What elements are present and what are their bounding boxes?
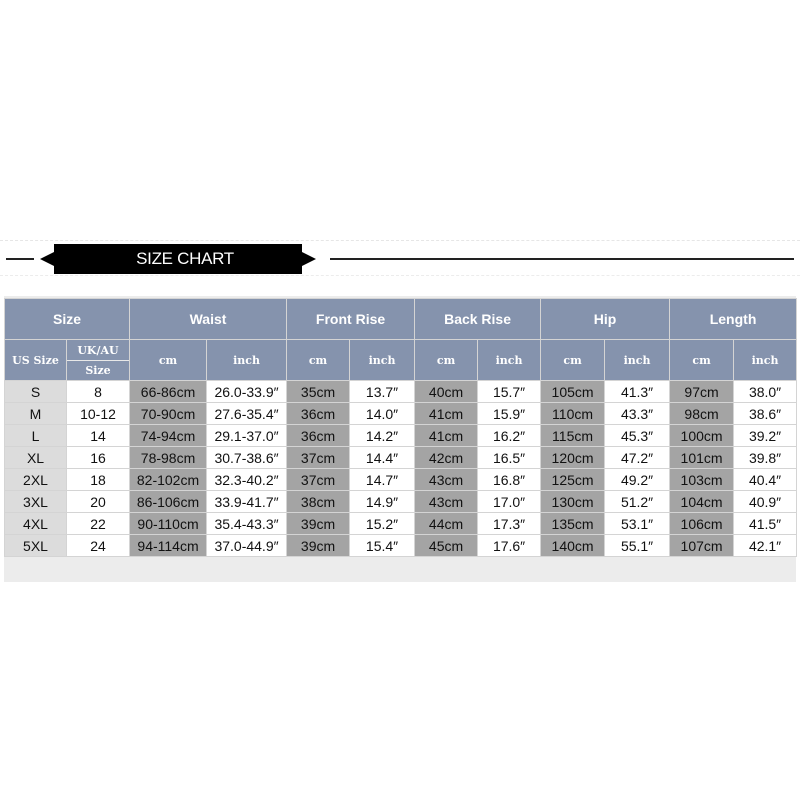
cell-front-rise-cm: 36cm <box>287 403 350 425</box>
cell-waist-inch: 27.6-35.4″ <box>207 403 287 425</box>
cell-hip-cm: 125cm <box>541 469 605 491</box>
cell-us-size: XL <box>5 447 67 469</box>
cell-back-rise-cm: 44cm <box>415 513 478 535</box>
cell-waist-cm: 78-98cm <box>130 447 207 469</box>
header-back-rise-cm: cm <box>415 340 478 381</box>
cell-hip-inch: 45.3″ <box>605 425 670 447</box>
cell-front-rise-cm: 36cm <box>287 425 350 447</box>
cell-length-cm: 107cm <box>670 535 734 557</box>
cell-us-size: M <box>5 403 67 425</box>
cell-length-cm: 103cm <box>670 469 734 491</box>
cell-back-rise-inch: 17.6″ <box>478 535 541 557</box>
cell-length-cm: 97cm <box>670 381 734 403</box>
cell-front-rise-cm: 38cm <box>287 491 350 513</box>
cell-waist-inch: 26.0-33.9″ <box>207 381 287 403</box>
header-size: Size <box>5 299 130 340</box>
cell-length-cm: 100cm <box>670 425 734 447</box>
cell-front-rise-cm: 39cm <box>287 513 350 535</box>
cell-length-inch: 39.2″ <box>734 425 797 447</box>
cell-uk-size: 24 <box>67 535 130 557</box>
cell-hip-cm: 130cm <box>541 491 605 513</box>
header-us-size: US Size <box>5 340 67 381</box>
header-back-rise-inch: inch <box>478 340 541 381</box>
cell-length-inch: 38.0″ <box>734 381 797 403</box>
header-hip: Hip <box>541 299 670 340</box>
cell-length-cm: 101cm <box>670 447 734 469</box>
cell-length-inch: 39.8″ <box>734 447 797 469</box>
table-row <box>5 535 797 557</box>
cell-back-rise-cm: 43cm <box>415 469 478 491</box>
header-front-rise-inch: inch <box>350 340 415 381</box>
cell-length-cm: 106cm <box>670 513 734 535</box>
cell-front-rise-inch: 14.0″ <box>350 403 415 425</box>
cell-waist-cm: 82-102cm <box>130 469 207 491</box>
table-row <box>5 447 797 469</box>
table-row <box>5 469 797 491</box>
cell-us-size: L <box>5 425 67 447</box>
cell-hip-cm: 135cm <box>541 513 605 535</box>
cell-length-cm: 104cm <box>670 491 734 513</box>
cell-hip-cm: 110cm <box>541 403 605 425</box>
cell-front-rise-inch: 13.7″ <box>350 381 415 403</box>
cell-waist-inch: 33.9-41.7″ <box>207 491 287 513</box>
cell-uk-size: 22 <box>67 513 130 535</box>
cell-waist-cm: 94-114cm <box>130 535 207 557</box>
cell-front-rise-cm: 35cm <box>287 381 350 403</box>
cell-back-rise-inch: 16.8″ <box>478 469 541 491</box>
cell-back-rise-inch: 16.2″ <box>478 425 541 447</box>
header-waist: Waist <box>130 299 287 340</box>
right-rule <box>330 258 794 260</box>
cell-uk-size: 14 <box>67 425 130 447</box>
table-row <box>5 425 797 447</box>
cell-length-inch: 42.1″ <box>734 535 797 557</box>
cell-waist-inch: 30.7-38.6″ <box>207 447 287 469</box>
size-chart-banner <box>40 244 330 274</box>
cell-length-inch: 41.5″ <box>734 513 797 535</box>
cell-length-inch: 40.4″ <box>734 469 797 491</box>
header-length-inch: inch <box>734 340 797 381</box>
banner-title: SIZE CHART <box>136 249 234 268</box>
cell-uk-size: 16 <box>67 447 130 469</box>
cell-front-rise-inch: 15.2″ <box>350 513 415 535</box>
cell-back-rise-cm: 45cm <box>415 535 478 557</box>
header-length-cm: cm <box>670 340 734 381</box>
cell-hip-inch: 55.1″ <box>605 535 670 557</box>
cell-uk-size: 10-12 <box>67 403 130 425</box>
cell-hip-cm: 120cm <box>541 447 605 469</box>
cell-back-rise-cm: 43cm <box>415 491 478 513</box>
cell-us-size: 3XL <box>5 491 67 513</box>
cell-hip-cm: 115cm <box>541 425 605 447</box>
table-row <box>5 381 797 403</box>
cell-uk-size: 8 <box>67 381 130 403</box>
uk-size-label: Size <box>67 360 129 380</box>
cell-waist-inch: 29.1-37.0″ <box>207 425 287 447</box>
cell-us-size: S <box>5 381 67 403</box>
header-hip-cm: cm <box>541 340 605 381</box>
table-row <box>5 403 797 425</box>
cell-waist-cm: 86-106cm <box>130 491 207 513</box>
cell-back-rise-inch: 15.9″ <box>478 403 541 425</box>
cell-hip-inch: 49.2″ <box>605 469 670 491</box>
cell-front-rise-inch: 14.7″ <box>350 469 415 491</box>
cell-waist-cm: 74-94cm <box>130 425 207 447</box>
cell-waist-inch: 35.4-43.3″ <box>207 513 287 535</box>
cell-us-size: 4XL <box>5 513 67 535</box>
cell-front-rise-inch: 14.4″ <box>350 447 415 469</box>
cell-hip-inch: 41.3″ <box>605 381 670 403</box>
header-length: Length <box>670 299 797 340</box>
cell-length-cm: 98cm <box>670 403 734 425</box>
cell-uk-size: 20 <box>67 491 130 513</box>
header-back-rise: Back Rise <box>415 299 541 340</box>
header-hip-inch: inch <box>605 340 670 381</box>
cell-hip-inch: 51.2″ <box>605 491 670 513</box>
cell-waist-inch: 37.0-44.9″ <box>207 535 287 557</box>
cell-front-rise-inch: 14.2″ <box>350 425 415 447</box>
cell-hip-inch: 43.3″ <box>605 403 670 425</box>
header-uk-au-size <box>67 340 130 381</box>
cell-length-inch: 38.6″ <box>734 403 797 425</box>
table-row <box>5 513 797 535</box>
cell-waist-cm: 90-110cm <box>130 513 207 535</box>
size-chart-table <box>4 298 797 557</box>
unit-header-row <box>5 340 797 381</box>
cell-front-rise-cm: 37cm <box>287 469 350 491</box>
cell-back-rise-cm: 40cm <box>415 381 478 403</box>
cell-front-rise-inch: 15.4″ <box>350 535 415 557</box>
cell-back-rise-cm: 42cm <box>415 447 478 469</box>
left-rule <box>6 258 34 260</box>
cell-uk-size: 18 <box>67 469 130 491</box>
cell-back-rise-inch: 15.7″ <box>478 381 541 403</box>
group-header-row <box>5 299 797 340</box>
cell-back-rise-inch: 17.3″ <box>478 513 541 535</box>
cell-waist-cm: 70-90cm <box>130 403 207 425</box>
cell-front-rise-cm: 39cm <box>287 535 350 557</box>
cell-back-rise-cm: 41cm <box>415 425 478 447</box>
uk-au-label: UK/AU <box>77 343 119 357</box>
cell-hip-cm: 140cm <box>541 535 605 557</box>
cell-front-rise-cm: 37cm <box>287 447 350 469</box>
header-front-rise: Front Rise <box>287 299 415 340</box>
cell-hip-cm: 105cm <box>541 381 605 403</box>
size-rows <box>5 381 797 557</box>
header-waist-cm: cm <box>130 340 207 381</box>
header-waist-inch: inch <box>207 340 287 381</box>
cell-back-rise-cm: 41cm <box>415 403 478 425</box>
cell-back-rise-inch: 16.5″ <box>478 447 541 469</box>
table-row <box>5 491 797 513</box>
cell-hip-inch: 47.2″ <box>605 447 670 469</box>
cell-waist-inch: 32.3-40.2″ <box>207 469 287 491</box>
cell-us-size: 2XL <box>5 469 67 491</box>
cell-back-rise-inch: 17.0″ <box>478 491 541 513</box>
cell-hip-inch: 53.1″ <box>605 513 670 535</box>
header-front-rise-cm: cm <box>287 340 350 381</box>
cell-front-rise-inch: 14.9″ <box>350 491 415 513</box>
cell-waist-cm: 66-86cm <box>130 381 207 403</box>
cell-us-size: 5XL <box>5 535 67 557</box>
cell-length-inch: 40.9″ <box>734 491 797 513</box>
